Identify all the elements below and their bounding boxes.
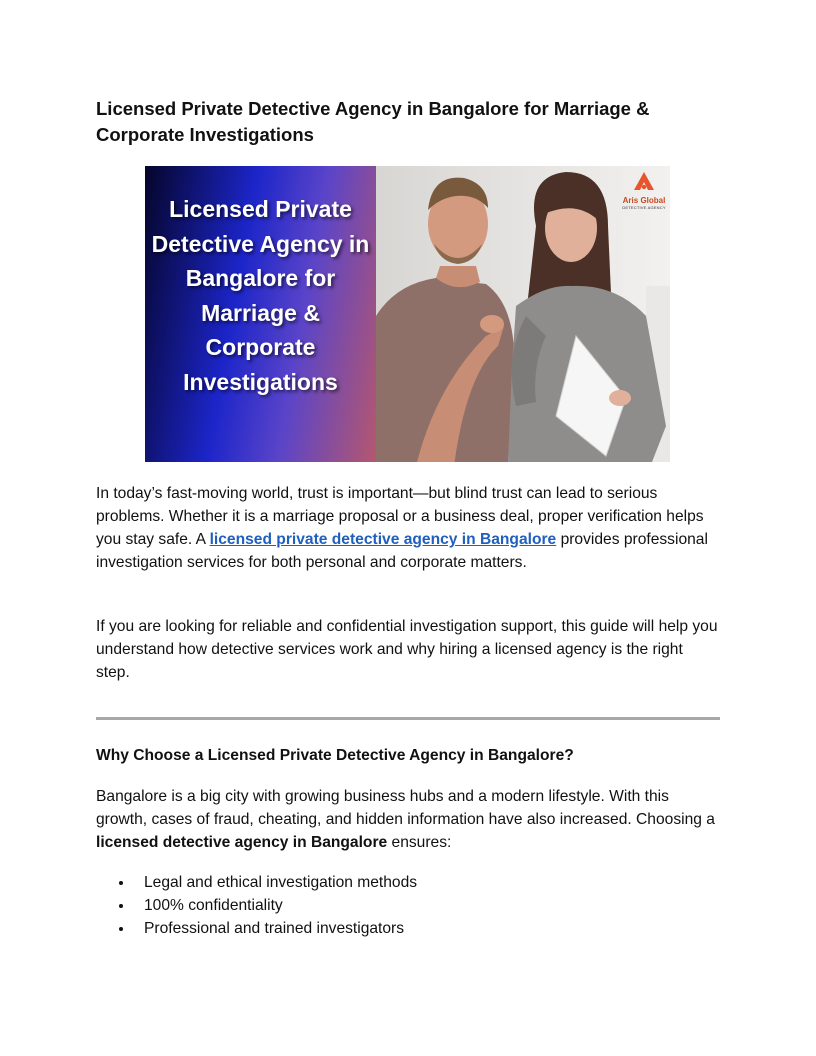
- list-item: Professional and trained investigators: [96, 917, 720, 940]
- list-item: 100% confidentiality: [96, 894, 720, 917]
- brand-logo: [620, 171, 668, 211]
- section-paragraph: [96, 785, 720, 854]
- intro-text-1: In today’s fast-moving world, trust is important—but blind trust can lead to serious problems. Whether it is a marriage proposal or a business deal, proper verification helps you stay safe. A: [96, 485, 704, 548]
- section-divider: [96, 717, 720, 720]
- section-heading: Why Choose a Licensed Private Detective Agency in Bangalore?: [96, 747, 574, 764]
- page-title: Licensed Private Detective Agency in Bangalore for Marriage & Corporate Investigations: [96, 98, 650, 145]
- section-text-1: Bangalore is a big city with growing business hubs and a modern lifestyle. With this growth, cases of fraud, cheating, and hidden information have also increased. Choosing a: [96, 788, 715, 828]
- hero-banner: [145, 166, 670, 462]
- section-text-2: ensures:: [387, 834, 452, 851]
- section-bold-text: licensed detective agency in Bangalore: [96, 834, 388, 851]
- logo-a-icon: [633, 171, 655, 191]
- benefits-list: [96, 871, 720, 940]
- intro-text-2: provides professional investigation services for both personal and corporate matters.: [96, 531, 708, 571]
- agency-link[interactable]: licensed private detective agency in Bangalore: [209, 531, 557, 548]
- hero-heading: Licensed Private Detective Agency in Bangalore for Marriage & Corporate Investigations: [151, 196, 370, 395]
- intro-paragraph: [96, 482, 720, 574]
- list-item: Legal and ethical investigation methods: [96, 871, 720, 894]
- hero-text-panel: [145, 166, 376, 462]
- intro-paragraph-2: If you are looking for reliable and confidential investigation support, this guide will help you understand how detective services work and why hiring a licensed agency is the right step.: [96, 618, 718, 681]
- logo-subtitle: DETECTIVE AGENCY: [622, 205, 666, 210]
- logo-name: Aris Global: [622, 196, 666, 205]
